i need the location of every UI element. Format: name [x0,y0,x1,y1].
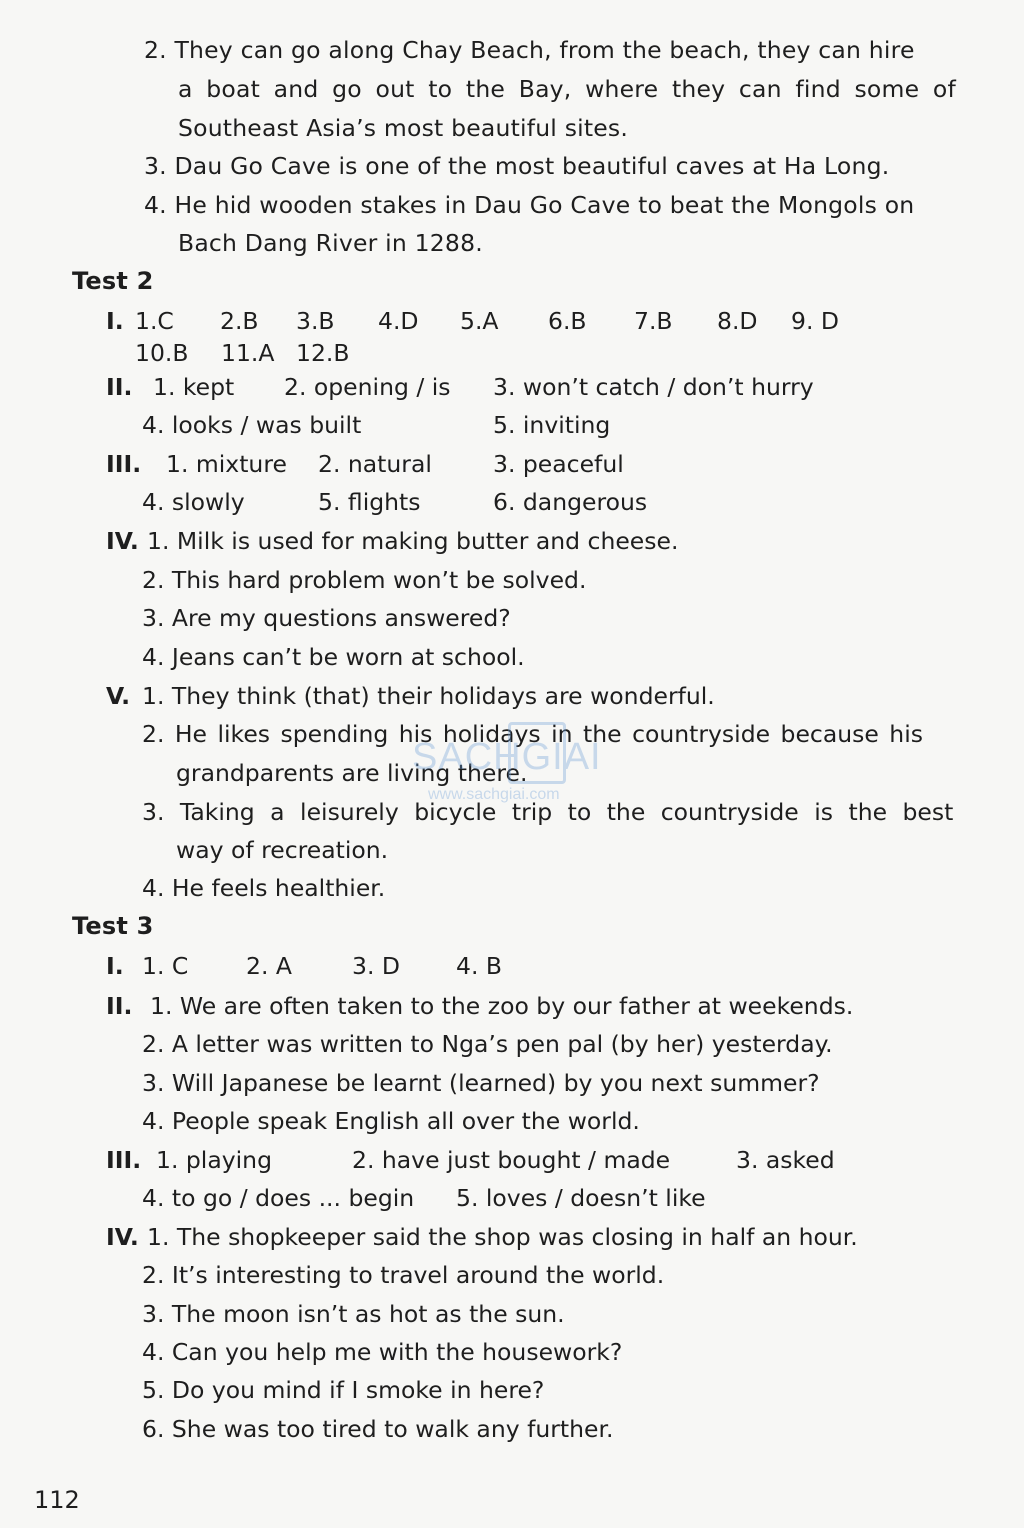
test2-part3-answer: 5. flights [318,488,421,516]
test3-part4-answer: 6. She was too tired to walk any further. [142,1415,614,1443]
test2-part3-answer: 6. dangerous [493,488,648,516]
test3-part2-answer: 4. People speak English all over the world. [142,1107,640,1135]
test3-part4-answer: 5. Do you mind if I smoke in here? [142,1376,545,1404]
test2-part2-answer: 4. looks / was built [142,411,362,439]
test3-part1-answer: 2. A [246,952,292,980]
test2-part3-answer: 3. peaceful [493,450,624,478]
watermark-brand: SACHGIAI [412,736,602,778]
test3-part1-answer: 3. D [352,952,400,980]
test2-part1-answer: 2.B [220,307,259,335]
test2-part1-answer: 11.A [221,339,275,367]
test1-answer-3: 3. Dau Go Cave is one of the most beautiful caves at Ha Long. [144,152,890,180]
test3-part2-label: II. [106,992,133,1020]
test2-heading: Test 2 [72,267,154,295]
test2-part1-answer: 10.B [135,339,189,367]
test2-part4-answer: 4. Jeans can’t be worn at school. [142,643,525,671]
test1-answer-2-line2: a boat and go out to the Bay, where they can find some of [178,75,956,103]
test1-answer-4-line2: Bach Dang River in 1288. [178,229,483,257]
test2-part5-answer-3-line1: 3. Taking a leisurely bicycle trip to the countryside is the best [142,798,954,826]
test3-part3-answer: 3. asked [736,1146,835,1174]
test2-part5-label: V. [106,682,131,710]
test2-part4-label: IV. [106,527,139,555]
test2-part1-answer: 7.B [634,307,673,335]
test2-part1-answer: 8.D [717,307,758,335]
test3-part4-answer: 4. Can you help me with the housework? [142,1338,623,1366]
test2-part1-answer: 3.B [296,307,335,335]
test2-part1-answer: 1.C [135,307,174,335]
test2-part1-answer: 12.B [296,339,350,367]
test3-part4-answer: 1. The shopkeeper said the shop was closing in half an hour. [147,1223,858,1251]
test1-answer-4-line1: 4. He hid wooden stakes in Dau Go Cave to beat the Mongols on [144,191,915,219]
test2-part5-answer-1: 1. They think (that) their holidays are wonderful. [142,682,715,710]
test2-part1-label: I. [106,307,124,335]
test2-part3-answer: 2. natural [318,450,432,478]
test2-part4-answer: 2. This hard problem won’t be solved. [142,566,587,594]
test3-part3-answer: 1. playing [156,1146,272,1174]
test3-part2-answer: 1. We are often taken to the zoo by our father at weekends. [150,992,854,1020]
test3-part3-label: III. [106,1146,142,1174]
test2-part5-answer-2-line2: grandparents are living there. [176,759,528,787]
test2-part1-answer: 9. D [791,307,839,335]
test3-part1-label: I. [106,952,124,980]
watermark-url: www.sachgiai.com [428,786,560,803]
test2-part2-answer: 3. won’t catch / don’t hurry [493,373,814,401]
test2-part5-answer-3-line2: way of recreation. [176,836,389,864]
test2-part2-label: II. [106,373,133,401]
test2-part3-answer: 4. slowly [142,488,245,516]
test3-part2-answer: 2. A letter was written to Nga’s pen pal (by her) yesterday. [142,1030,833,1058]
test3-part3-answer: 2. have just bought / made [352,1146,671,1174]
test1-answer-2-line3: Southeast Asia’s most beautiful sites. [178,114,629,142]
test3-part1-answer: 1. C [142,952,189,980]
test2-part1-answer: 4.D [378,307,419,335]
watermark-logo [412,722,612,812]
test3-part3-answer: 4. to go / does ... begin [142,1184,415,1212]
test2-part4-answer: 1. Milk is used for making butter and cheese. [147,527,679,555]
test2-part5-answer-2-line1: 2. He likes spending his holidays in the countryside because his [142,720,923,748]
test3-part3-answer: 5. loves / doesn’t like [456,1184,706,1212]
test2-part4-answer: 3. Are my questions answered? [142,604,511,632]
test3-part4-label: IV. [106,1223,139,1251]
test2-part2-answer: 5. inviting [493,411,611,439]
test3-part2-answer: 3. Will Japanese be learnt (learned) by you next summer? [142,1069,820,1097]
test2-part3-label: III. [106,450,142,478]
test1-answer-2-line1: 2. They can go along Chay Beach, from the beach, they can hire [144,36,915,64]
test2-part1-answer: 6.B [548,307,587,335]
test3-heading: Test 3 [72,912,154,940]
test2-part5-answer-4: 4. He feels healthier. [142,874,386,902]
test2-part2-answer: 1. kept [153,373,235,401]
test3-part4-answer: 3. The moon isn’t as hot as the sun. [142,1300,565,1328]
test2-part3-answer: 1. mixture [166,450,287,478]
test2-part1-answer: 5.A [460,307,499,335]
test3-part4-answer: 2. It’s interesting to travel around the world. [142,1261,665,1289]
test3-part1-answer: 4. B [456,952,503,980]
test2-part2-answer: 2. opening / is [284,373,451,401]
page-number: 112 [34,1486,80,1514]
